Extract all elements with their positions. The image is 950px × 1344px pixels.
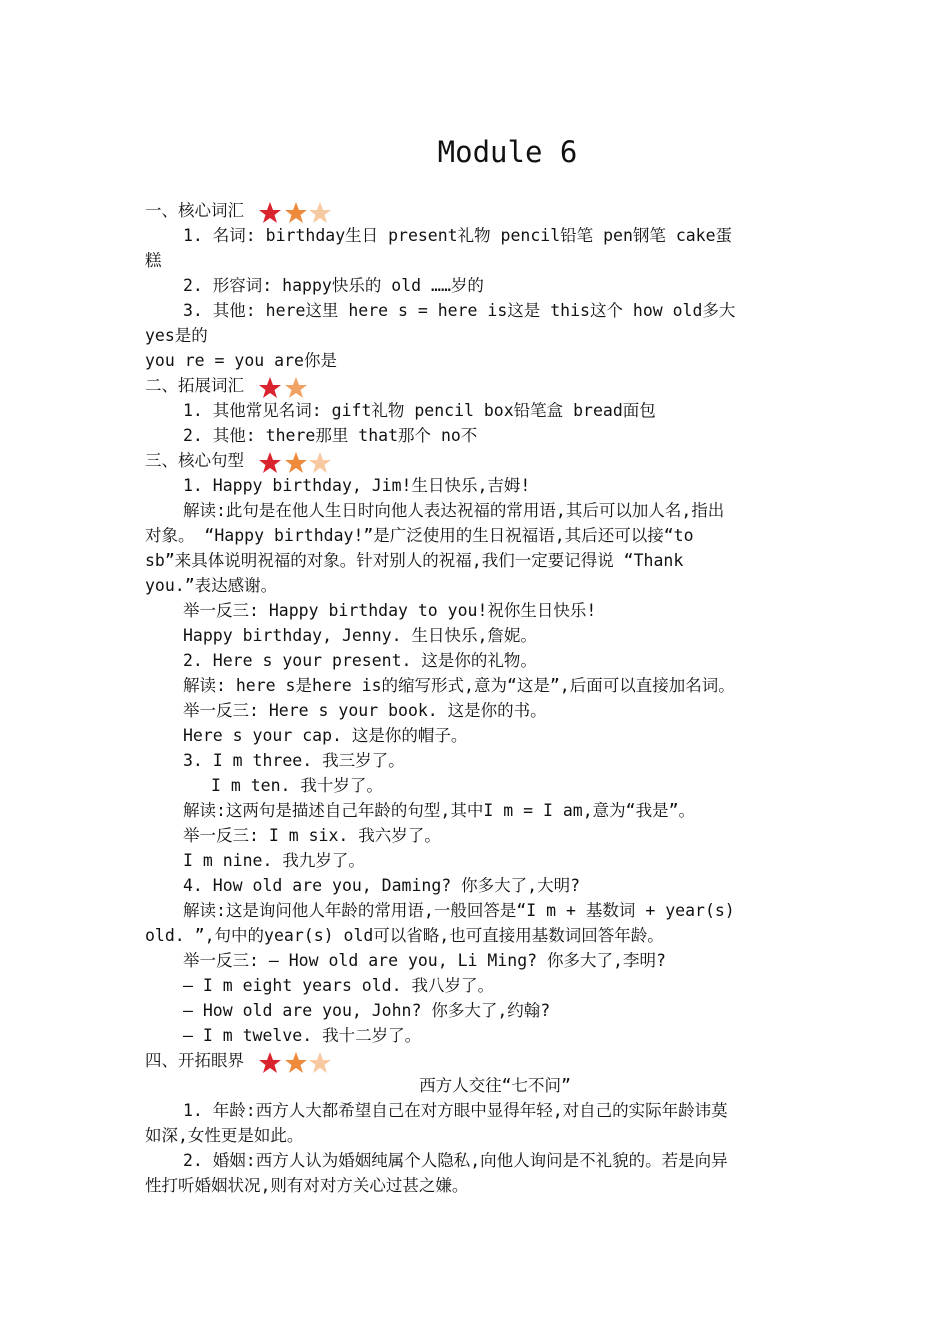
- text-line: you re = you are你是: [145, 351, 337, 370]
- text-line: 3. I m three. 我三岁了。: [183, 751, 405, 770]
- text-line: 解读:这是询问他人年龄的常用语,一般回答是“I m + 基数词 + year(s): [183, 901, 735, 920]
- text-line: 解读: here s是here is的缩写形式,意为“这是”,后面可以直接加名词。: [183, 676, 735, 695]
- text-line: 2. 婚姻:西方人认为婚姻纯属个人隐私,向他人询问是不礼貌的。若是向异: [183, 1151, 728, 1170]
- text-line: 举一反三: I m six. 我六岁了。: [183, 826, 441, 845]
- star-red-icon: [259, 202, 281, 223]
- text-line: 2. 形容词: happy快乐的 old ……岁的: [183, 276, 484, 295]
- text-line: 解读:这两句是描述自己年龄的句型,其中I m = I am,意为“我是”。: [183, 801, 696, 820]
- section-heading-core-vocab: 一、核心词汇: [145, 198, 815, 223]
- text-line: 如深,女性更是如此。: [145, 1126, 304, 1145]
- star-orange-icon: [285, 452, 307, 473]
- star-peach-icon: [309, 1052, 331, 1073]
- star-peach-icon: [309, 452, 331, 473]
- text-line: I m ten. 我十岁了。: [211, 776, 383, 795]
- page-title: Module 6: [437, 135, 578, 169]
- text-line: — I m eight years old. 我八岁了。: [183, 976, 494, 995]
- text-line: yes是的: [145, 326, 208, 345]
- article-subtitle: 西方人交往“七不问”: [419, 1076, 571, 1095]
- text-line: 性打听婚姻状况,则有对对方关心过甚之嫌。: [145, 1176, 469, 1195]
- rating-stars-icon: [258, 376, 308, 398]
- star-peach-icon: [309, 202, 331, 223]
- text-line: 糕: [145, 251, 162, 270]
- text-line: 2. Here s your present. 这是你的礼物。: [183, 651, 537, 670]
- text-line: 1. 年龄:西方人大都希望自己在对方眼中显得年轻,对自己的实际年龄讳莫: [183, 1101, 728, 1120]
- text-line: 1. Happy birthday, Jim!生日快乐,吉姆!: [183, 476, 531, 495]
- section-heading-broaden-horizons: 四、开拓眼界: [145, 1048, 815, 1073]
- rating-stars-icon: [258, 201, 334, 223]
- section-heading-core-sentences: 三、核心句型: [145, 448, 815, 473]
- star-red-icon: [259, 1052, 281, 1073]
- star-red-icon: [259, 377, 281, 398]
- text-line: 1. 名词: birthday生日 present礼物 pencil铅笔 pen钢笔 cake蛋: [183, 226, 733, 245]
- text-line: — I m twelve. 我十二岁了。: [183, 1026, 422, 1045]
- text-line: 2. 其他: there那里 that那个 no不: [183, 426, 478, 445]
- text-line: Happy birthday, Jenny. 生日快乐,詹妮。: [183, 626, 537, 645]
- star-half-icon: [285, 377, 307, 398]
- rating-stars-icon: [258, 451, 334, 473]
- star-red-icon: [259, 452, 281, 473]
- star-orange-icon: [285, 202, 307, 223]
- text-line: 举一反三: — How old are you, Li Ming? 你多大了,李明?: [183, 951, 666, 970]
- text-line: 1. 其他常见名词: gift礼物 pencil box铅笔盒 bread面包: [183, 401, 656, 420]
- text-line: you.”表达感谢。: [145, 576, 278, 595]
- star-orange-icon: [285, 1052, 307, 1073]
- text-line: 对象。 “Happy birthday!”是广泛使用的生日祝福语,其后还可以接“to: [145, 526, 694, 545]
- text-line: 解读:此句是在他人生日时向他人表达祝福的常用语,其后可以加人名,指出: [183, 501, 725, 520]
- text-line: 举一反三: Here s your book. 这是你的书。: [183, 701, 547, 720]
- text-line: 3. 其他: here这里 here s = here is这是 this这个 how old多大: [183, 301, 736, 320]
- text-line: I m nine. 我九岁了。: [183, 851, 365, 870]
- text-line: sb”来具体说明祝福的对象。针对别人的祝福,我们一定要记得说 “Thank: [145, 551, 684, 570]
- text-line: Here s your cap. 这是你的帽子。: [183, 726, 468, 745]
- text-line: 4. How old are you, Daming? 你多大了,大明?: [183, 876, 581, 895]
- text-line: 举一反三: Happy birthday to you!祝你生日快乐!: [183, 601, 597, 620]
- text-line: — How old are you, John? 你多大了,约翰?: [183, 1001, 551, 1020]
- rating-stars-icon: [258, 1051, 334, 1073]
- section-heading-extended-vocab: 二、拓展词汇: [145, 373, 815, 398]
- text-line: old. ”,句中的year(s) old可以省略,也可直接用基数词回答年龄。: [145, 926, 664, 945]
- document-body: [145, 198, 815, 1198]
